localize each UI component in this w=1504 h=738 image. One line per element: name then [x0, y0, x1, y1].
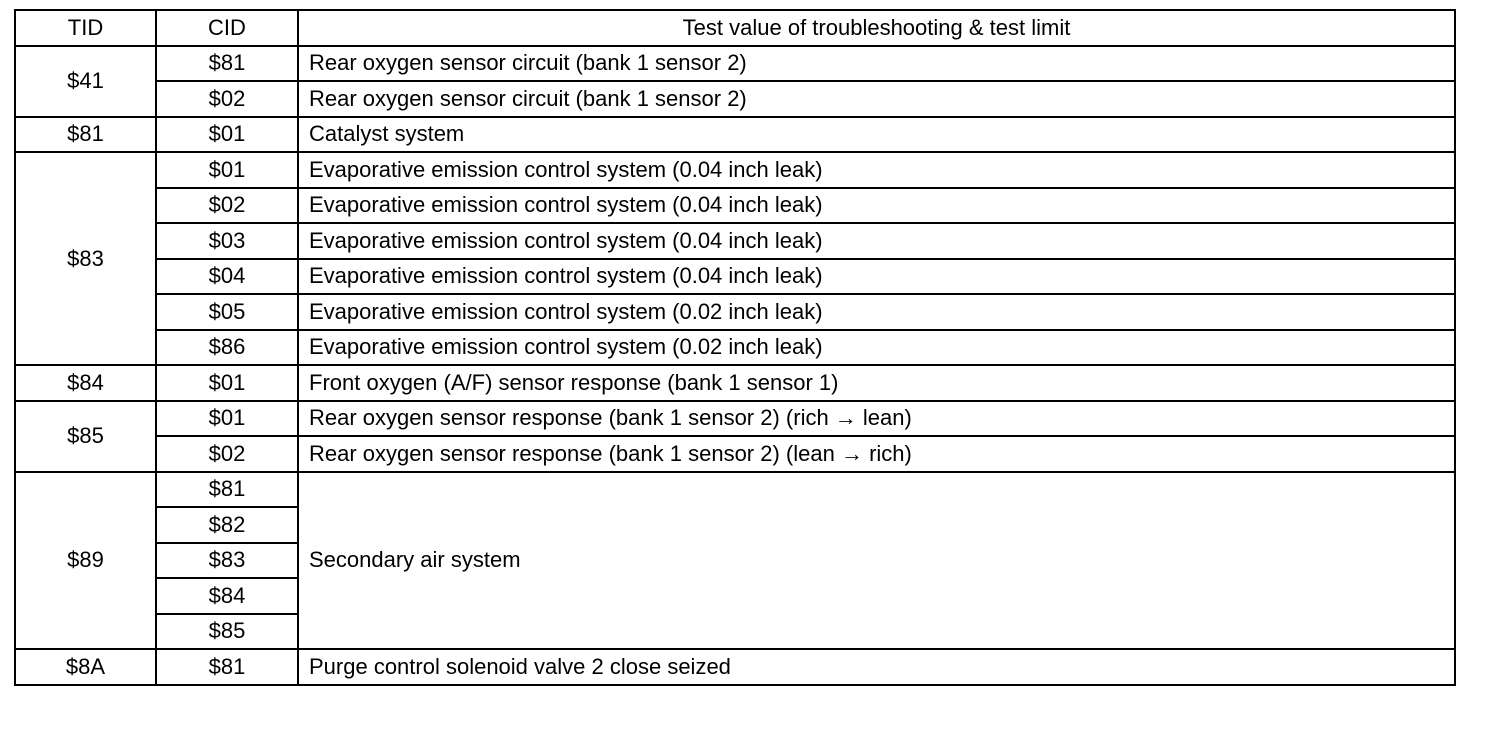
tid-cell: $85	[15, 401, 156, 472]
cid-cell: $85	[156, 614, 298, 650]
description-cell: Evaporative emission control system (0.02 inch leak)	[298, 294, 1455, 330]
header-tid: TID	[15, 10, 156, 46]
description-cell: Catalyst system	[298, 117, 1455, 153]
table-row	[15, 46, 1455, 82]
description-cell: Evaporative emission control system (0.04 inch leak)	[298, 259, 1455, 295]
table-row	[15, 152, 1455, 188]
table-row	[15, 294, 1455, 330]
table-row	[15, 188, 1455, 224]
cid-cell: $02	[156, 436, 298, 472]
cid-cell: $05	[156, 294, 298, 330]
table-row	[15, 81, 1455, 117]
cid-cell: $04	[156, 259, 298, 295]
description-cell: Secondary air system	[298, 472, 1455, 650]
cid-cell: $01	[156, 152, 298, 188]
cid-cell: $02	[156, 188, 298, 224]
cid-cell: $81	[156, 46, 298, 82]
description-cell: Rear oxygen sensor circuit (bank 1 sensor 2)	[298, 46, 1455, 82]
cid-cell: $81	[156, 472, 298, 508]
description-cell: Purge control solenoid valve 2 close seized	[298, 649, 1455, 685]
cid-cell: $82	[156, 507, 298, 543]
tid-cell: $83	[15, 152, 156, 365]
header-cid: CID	[156, 10, 298, 46]
cid-cell: $84	[156, 578, 298, 614]
description-cell: Evaporative emission control system (0.02 inch leak)	[298, 330, 1455, 366]
tid-cell: $84	[15, 365, 156, 401]
cid-cell: $01	[156, 117, 298, 153]
cid-cell: $02	[156, 81, 298, 117]
cid-cell: $03	[156, 223, 298, 259]
description-cell: Evaporative emission control system (0.04 inch leak)	[298, 223, 1455, 259]
table-row	[15, 472, 1455, 508]
description-cell: Evaporative emission control system (0.04 inch leak)	[298, 188, 1455, 224]
cid-cell: $81	[156, 649, 298, 685]
cid-cell: $01	[156, 401, 298, 437]
table-row	[15, 223, 1455, 259]
cid-cell: $86	[156, 330, 298, 366]
description-cell: Rear oxygen sensor circuit (bank 1 sensor 2)	[298, 81, 1455, 117]
table-row	[15, 649, 1455, 685]
table-row	[15, 330, 1455, 366]
table-row	[15, 117, 1455, 153]
tid-cell: $8A	[15, 649, 156, 685]
test-value-table	[14, 9, 1456, 686]
description-cell: Front oxygen (A/F) sensor response (bank 1 sensor 1)	[298, 365, 1455, 401]
description-cell: Rear oxygen sensor response (bank 1 sensor 2) (rich → lean)	[298, 401, 1455, 437]
cid-cell: $83	[156, 543, 298, 579]
table-row	[15, 259, 1455, 295]
tid-cell: $41	[15, 46, 156, 117]
header-description: Test value of troubleshooting & test limit	[298, 10, 1455, 46]
table-row	[15, 401, 1455, 437]
tid-cell: $89	[15, 472, 156, 650]
table-row	[15, 436, 1455, 472]
description-cell: Rear oxygen sensor response (bank 1 sensor 2) (lean → rich)	[298, 436, 1455, 472]
description-cell: Evaporative emission control system (0.04 inch leak)	[298, 152, 1455, 188]
cid-cell: $01	[156, 365, 298, 401]
table-header-row	[15, 10, 1455, 46]
table-row	[15, 365, 1455, 401]
tid-cell: $81	[15, 117, 156, 153]
